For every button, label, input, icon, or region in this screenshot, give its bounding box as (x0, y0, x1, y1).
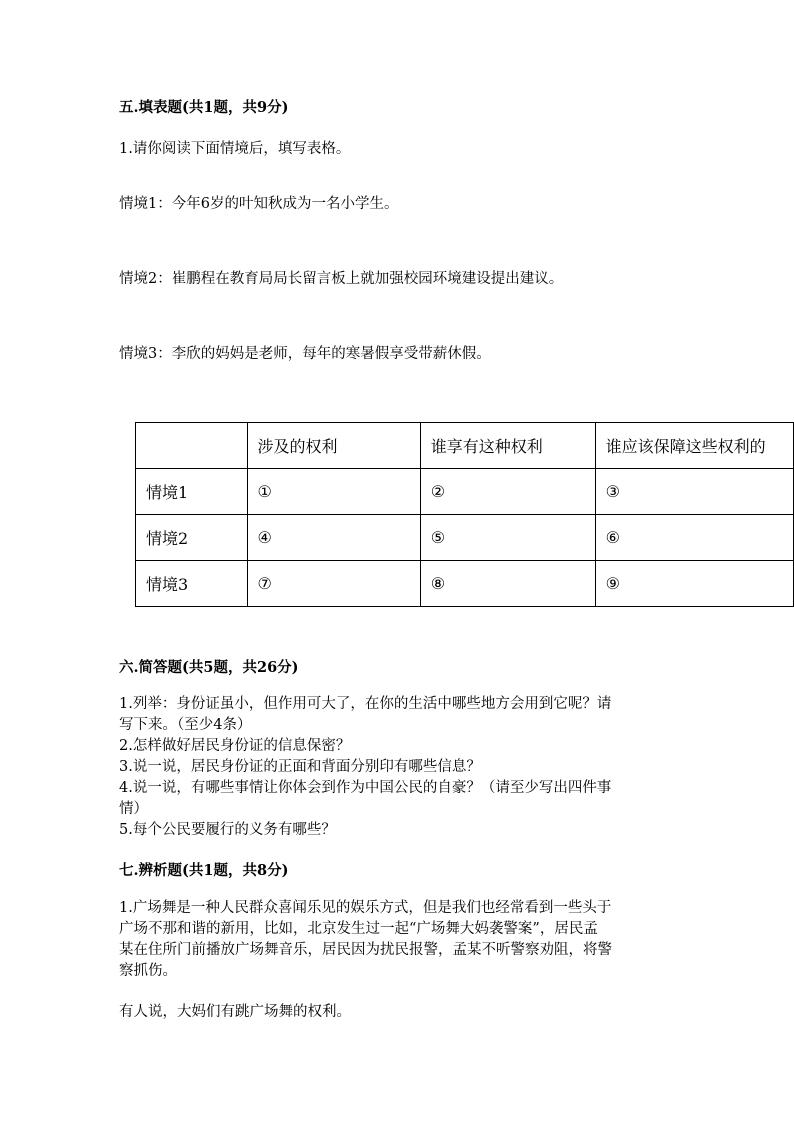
question-line: 4.说一说，有哪些事情让你体会到作为中国公民的自豪？（请至少写出四件事 (119, 780, 612, 796)
table-header-row (136, 423, 794, 469)
question-line: 5.每个公民要履行的义务有哪些？ (119, 822, 336, 838)
question-line: 察抓伤。 (119, 963, 177, 979)
section-7-question (119, 898, 612, 982)
scenario-3: 情境3：李欣的妈妈是老师，每年的寒暑假享受带薪休假。 (119, 346, 491, 362)
table-cell: ② (420, 469, 595, 515)
scenario-2: 情境2：崔鹏程在教育局局长留言板上就加强校园环境建设提出建议。 (119, 271, 564, 287)
table-row (136, 469, 794, 515)
table-cell: 情境2 (136, 515, 248, 561)
table-row (136, 515, 794, 561)
question-line: 2.怎样做好居民身份证的信息保密？ (119, 738, 351, 754)
table-header-cell (136, 423, 248, 469)
table-cell: ③ (595, 469, 793, 515)
section-5-question: 1.请你阅读下面情境后，填写表格。 (119, 141, 351, 157)
table-header-cell: 谁享有这种权利 (420, 423, 595, 469)
table-cell: ① (247, 469, 420, 515)
table-cell: 情境3 (136, 561, 248, 607)
section-6-questions (119, 694, 611, 841)
table-cell: ⑧ (420, 561, 595, 607)
table-cell: ⑦ (247, 561, 420, 607)
section-6-heading: 六.简答题(共5题，共26分) (119, 659, 299, 676)
question-line: 写下来。（至少4条） (119, 717, 252, 733)
question-line: 某在住所门前播放广场舞音乐，居民因为扰民报警，孟某不听警察劝阻，将警 (119, 942, 612, 958)
rights-table (135, 422, 794, 607)
table-header-cell: 谁应该保障这些权利的 (595, 423, 793, 469)
section-7-statement: 有人说，大妈们有跳广场舞的权利。 (119, 1004, 351, 1020)
question-line: 情） (119, 801, 148, 817)
table-cell: ⑤ (420, 515, 595, 561)
question-line: 3.说一说，居民身份证的正面和背面分别印有哪些信息？ (119, 759, 481, 775)
question-line: 广场不那和谐的新用，比如，北京发生过一起“广场舞大妈袭警案”，居民孟 (119, 921, 598, 937)
table-cell: ④ (247, 515, 420, 561)
question-line: 1.列举：身份证虽小，但作用可大了，在你的生活中哪些地方会用到它呢？请 (119, 696, 612, 712)
question-line: 1.广场舞是一种人民群众喜闻乐见的娱乐方式，但是我们也经常看到一些头于 (119, 900, 612, 916)
table-cell: ⑥ (595, 515, 793, 561)
section-7-heading: 七.辨析题(共1题，共8分) (119, 862, 289, 879)
table-header-cell: 涉及的权利 (247, 423, 420, 469)
scenario-1: 情境1：今年6岁的叶知秋成为一名小学生。 (119, 196, 399, 212)
section-5-heading: 五.填表题(共1题，共9分) (119, 99, 289, 116)
table-row (136, 561, 794, 607)
table-cell: 情境1 (136, 469, 248, 515)
table-cell: ⑨ (595, 561, 793, 607)
